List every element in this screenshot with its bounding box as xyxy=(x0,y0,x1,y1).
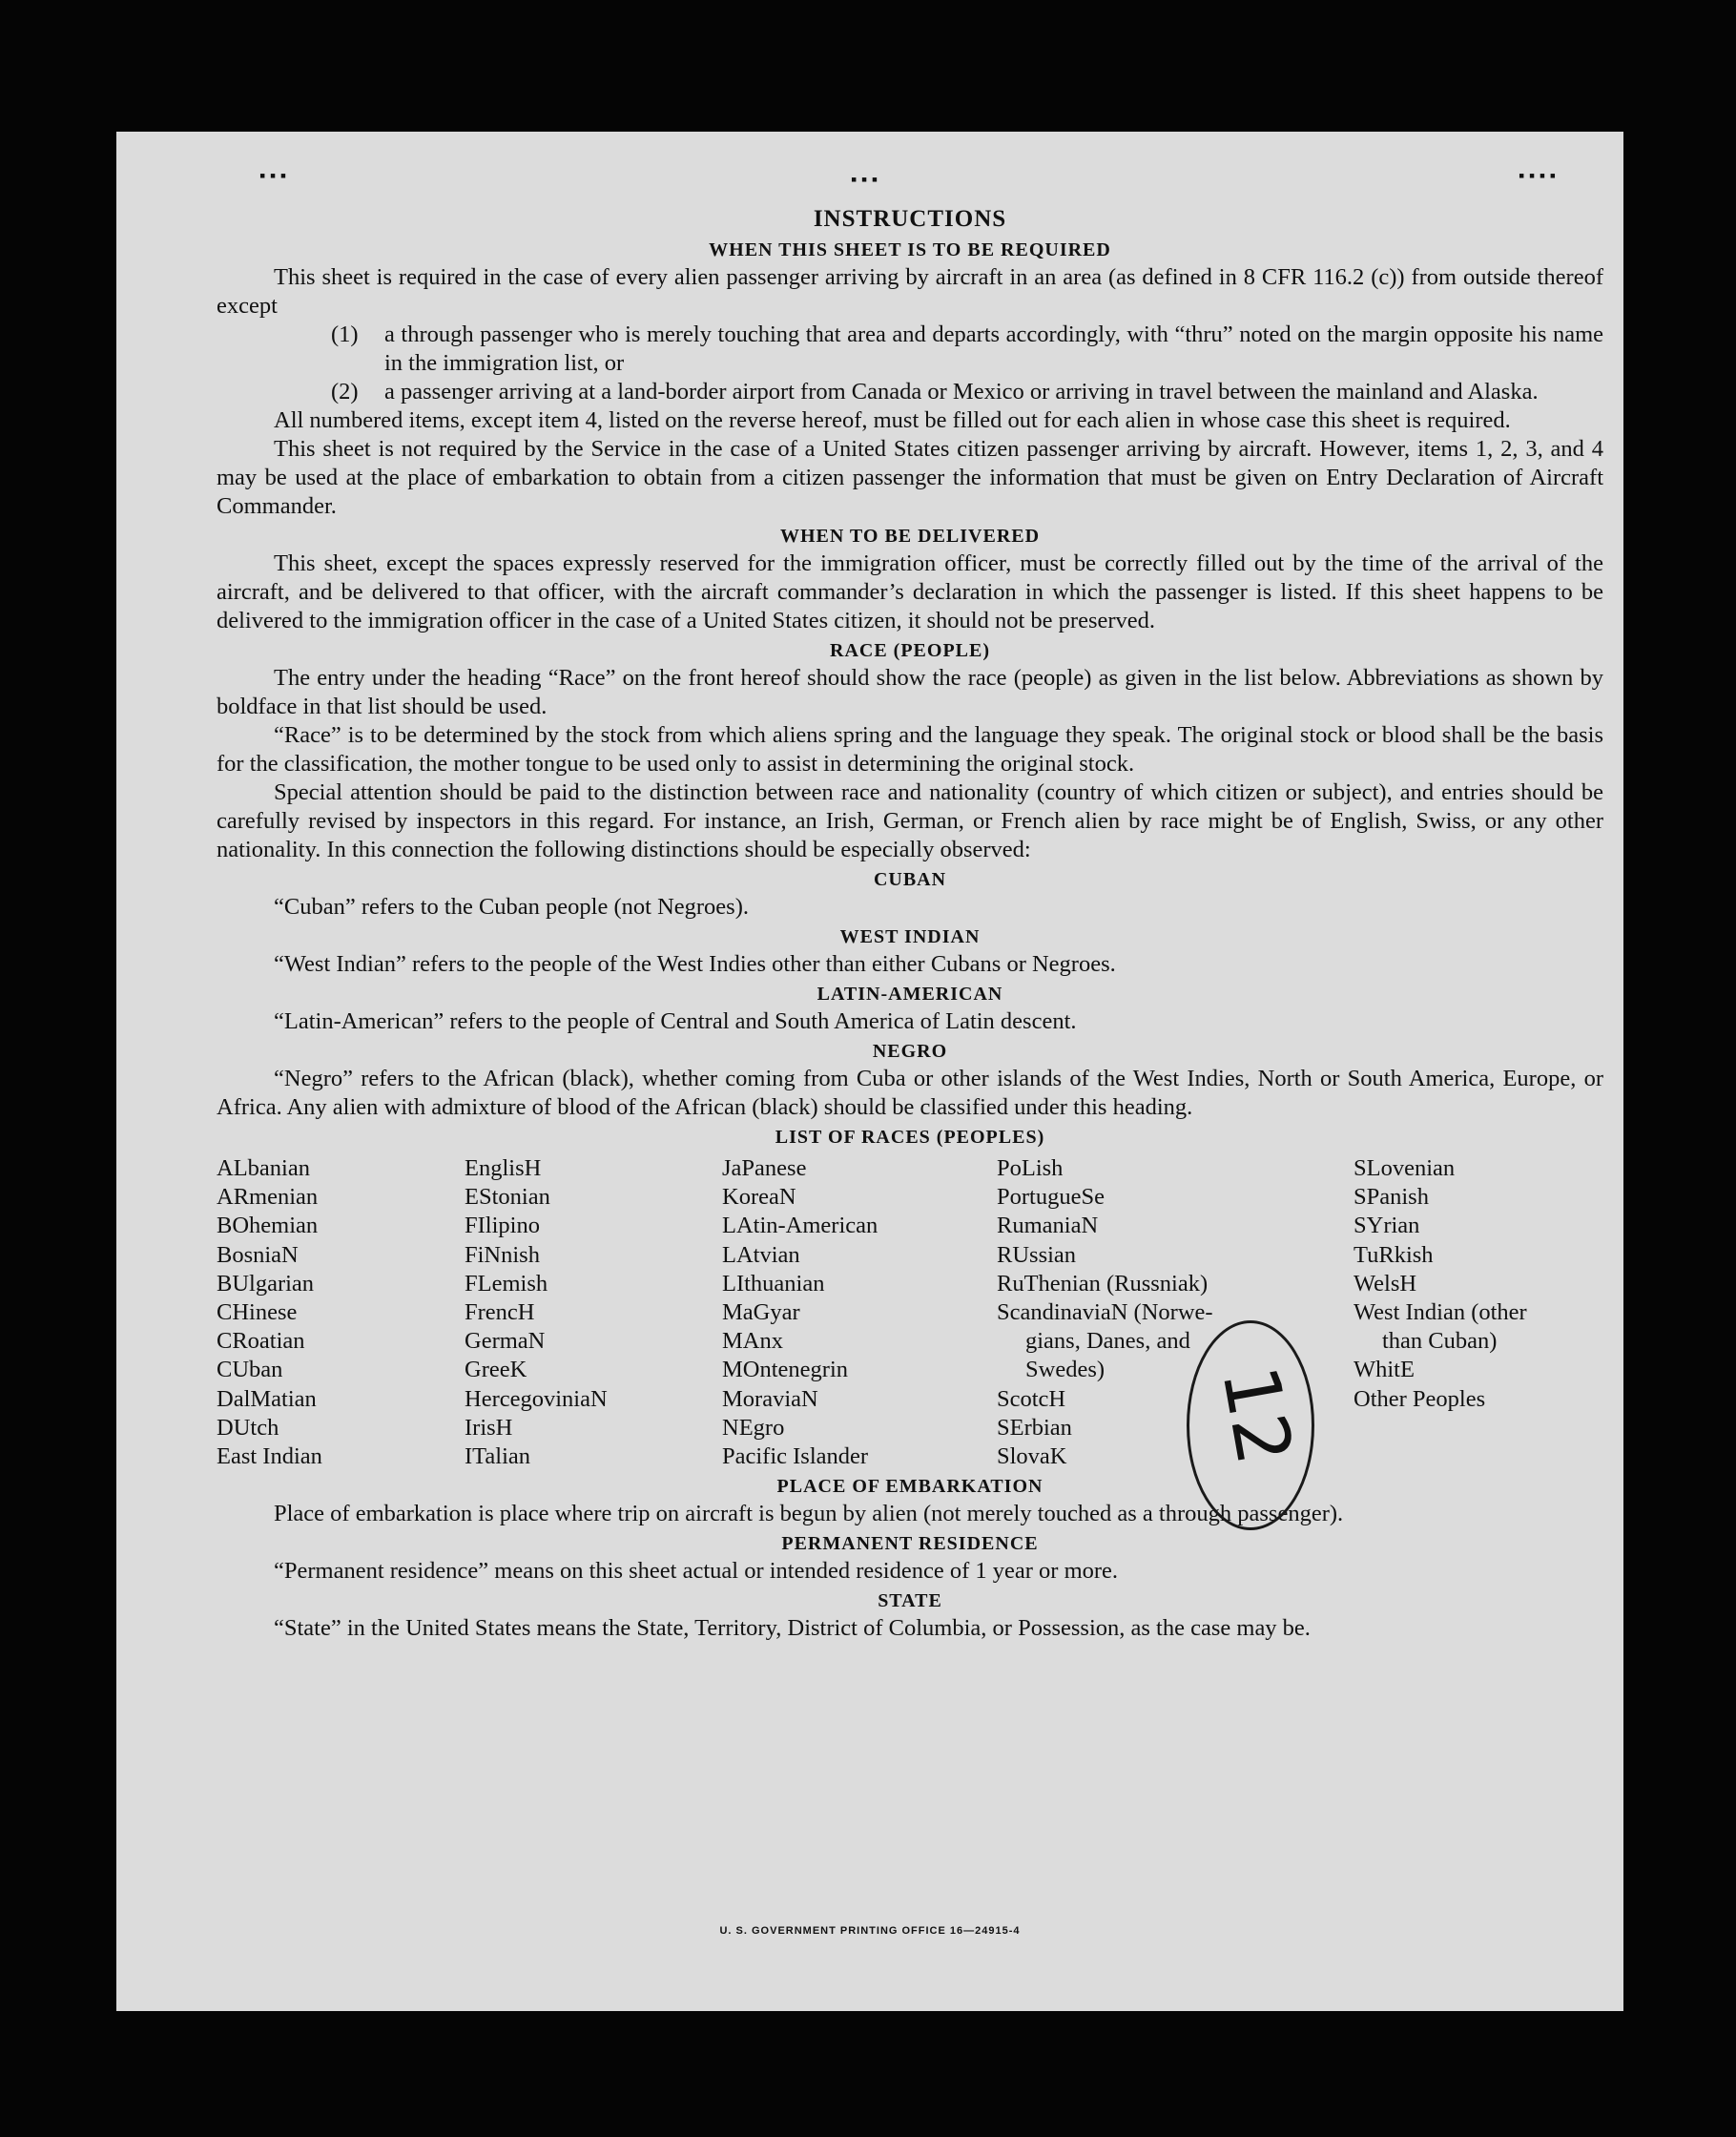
print-speck: ▪ ▪ ▪ ▪ xyxy=(1519,166,1557,185)
race-entry: WelsH xyxy=(1354,1270,1417,1297)
print-speck: ▪ ▪ ▪ xyxy=(851,170,878,189)
race-entry: CUban xyxy=(217,1357,283,1383)
race-entry: BUlgarian xyxy=(217,1270,315,1297)
race-entry: LAtin-American xyxy=(722,1213,878,1239)
race-entry: CHinese xyxy=(217,1299,298,1326)
race-entry: HercegoviniaN xyxy=(465,1385,608,1412)
paragraph: This sheet is not required by the Service in the case of a United States citizen passenger arriving by aircraft. However, items 1, 2, 3, and 4 may be used at the place of embarkation to obtain from a citizen passenger the information that must be given on Entry Declaration of Aircraft Commander. xyxy=(217,436,1603,519)
section-heading: STATE xyxy=(878,1590,942,1612)
item-number: (1) xyxy=(331,322,359,347)
race-entry: CRoatian xyxy=(217,1328,305,1355)
race-entry: SErbian xyxy=(997,1414,1072,1441)
race-entry: PoLish xyxy=(997,1155,1064,1181)
race-entry: SPanish xyxy=(1354,1184,1429,1211)
race-column-2 xyxy=(465,1154,722,1471)
race-entry: LIthuanian xyxy=(722,1270,825,1297)
race-list xyxy=(217,1154,1603,1471)
paragraph: This sheet is required in the case of every alien passenger arriving by aircraft in an area (as defined in 8 CFR 116.2 (c)) from outside thereof except xyxy=(217,264,1603,319)
race-entry: PortugueSe xyxy=(997,1184,1105,1211)
race-entry: GermaN xyxy=(465,1328,546,1355)
paragraph: “Race” is to be determined by the stock from which aliens spring and the language they speak. The original stock or blood shall be the basis for the classification, the mother tongue to be used only to assist in determining the original stock. xyxy=(217,722,1603,777)
paragraph: Special attention should be paid to the distinction between race and nationality (country of which citizen or subject), and entries should be carefully revised by inspectors in this regard. For instance, an Irish, German, or French alien by race might be of English, Swiss, or any other nationality. In this connection the following distinctions should be especially observed: xyxy=(217,779,1603,862)
race-entry: EnglisH xyxy=(465,1155,542,1181)
race-entry: Pacific Islander xyxy=(722,1443,869,1470)
race-entry: JaPanese xyxy=(722,1155,807,1181)
section-heading: RACE (PEOPLE) xyxy=(830,640,990,661)
numbered-item xyxy=(331,378,1603,406)
race-entry: West Indian (other xyxy=(1354,1299,1527,1326)
race-entry: BOhemian xyxy=(217,1213,319,1239)
race-entry: GreeK xyxy=(465,1357,527,1383)
race-entry: MoraviaN xyxy=(722,1385,818,1412)
race-entry: ScotcH xyxy=(997,1385,1066,1412)
race-entry: DalMatian xyxy=(217,1385,317,1412)
race-entry: ARmenian xyxy=(217,1184,319,1211)
numbered-item xyxy=(331,321,1603,378)
race-entry: SYrian xyxy=(1354,1213,1420,1239)
handwritten-number: 12 xyxy=(1205,1359,1310,1471)
section-heading: LIST OF RACES (PEOPLES) xyxy=(775,1127,1045,1148)
paragraph: The entry under the heading “Race” on the front hereof should show the race (people) as given in the list below. Abbreviations as shown by boldface in that list should be used. xyxy=(217,665,1603,719)
section-heading: PERMANENT RESIDENCE xyxy=(781,1533,1039,1555)
race-entry: FLemish xyxy=(465,1270,548,1297)
instructions-content xyxy=(217,204,1603,1643)
race-entry: WhitE xyxy=(1354,1357,1415,1383)
printing-office-footer: U. S. GOVERNMENT PRINTING OFFICE 16—24915-4 xyxy=(719,1925,1021,1937)
race-entry: Other Peoples xyxy=(1354,1385,1486,1412)
section-heading: WHEN THIS SHEET IS TO BE REQUIRED xyxy=(709,239,1111,260)
race-entry: TuRkish xyxy=(1354,1241,1434,1268)
race-entry: SLovenian xyxy=(1354,1155,1456,1181)
paragraph: “Negro” refers to the African (black), whether coming from Cuba or other islands of the West Indies, North or South America, Europe, or Africa. Any alien with admixture of blood of the African (black) should be classified under this heading. xyxy=(217,1066,1603,1120)
document-sheet xyxy=(116,132,1623,2011)
race-entry: RUssian xyxy=(997,1241,1077,1268)
race-entry: SlovaK xyxy=(997,1443,1067,1470)
race-entry-continuation: Swedes) xyxy=(1025,1357,1106,1383)
race-entry: DUtch xyxy=(217,1414,279,1441)
section-heading: NEGRO xyxy=(872,1041,948,1062)
section-heading: WHEN TO BE DELIVERED xyxy=(779,526,1041,547)
race-entry: NEgro xyxy=(722,1414,785,1441)
race-entry: KoreaN xyxy=(722,1184,796,1211)
section-heading: LATIN-AMERICAN xyxy=(816,984,1003,1005)
race-entry: ScandinaviaN (Norwe- xyxy=(997,1299,1213,1326)
race-entry: ITalian xyxy=(465,1443,531,1470)
paragraph: “West Indian” refers to the people of the West Indies other than either Cubans or Negroes. xyxy=(274,951,1116,977)
race-entry-continuation: than Cuban) xyxy=(1382,1328,1498,1355)
race-entry: RumaniaN xyxy=(997,1213,1099,1239)
paragraph: Place of embarkation is place where trip on aircraft is begun by alien (not merely touched as a through passenger). xyxy=(274,1501,1344,1527)
race-entry: ALbanian xyxy=(217,1155,310,1181)
race-entry: MOntenegrin xyxy=(722,1357,848,1383)
item-text: a through passenger who is merely touching that area and departs accordingly, with “thru” noted on the margin opposite his name in the immigration list, or xyxy=(384,322,1603,376)
race-entry: MaGyar xyxy=(722,1299,800,1326)
item-text: a passenger arriving at a land-border airport from Canada or Mexico or arriving in travel between the mainland and Alaska. xyxy=(384,379,1539,405)
race-entry: FiNnish xyxy=(465,1241,540,1268)
paragraph: “Permanent residence” means on this sheet actual or intended residence of 1 year or more. xyxy=(274,1558,1119,1585)
race-column-3 xyxy=(722,1154,997,1471)
print-speck: ▪ ▪ ▪ xyxy=(259,166,287,185)
page-title: INSTRUCTIONS xyxy=(813,206,1007,232)
race-entry: East Indian xyxy=(217,1443,322,1470)
race-entry: LAtvian xyxy=(722,1241,800,1268)
race-entry-continuation: gians, Danes, and xyxy=(1025,1328,1190,1355)
race-entry: FIlipino xyxy=(465,1213,540,1239)
race-entry: MAnx xyxy=(722,1328,783,1355)
section-heading: WEST INDIAN xyxy=(839,926,981,947)
item-number: (2) xyxy=(331,379,359,405)
race-entry: EStonian xyxy=(465,1184,550,1211)
paragraph: “Cuban” refers to the Cuban people (not Negroes). xyxy=(274,894,749,920)
handwritten-circle xyxy=(1187,1320,1314,1530)
section-heading: CUBAN xyxy=(873,869,947,890)
race-column-1 xyxy=(217,1154,465,1471)
paragraph: “Latin-American” refers to the people of Central and South America of Latin descent. xyxy=(274,1008,1077,1034)
race-entry: FrencH xyxy=(465,1299,535,1326)
race-column-5 xyxy=(1354,1154,1603,1471)
race-entry: IrisH xyxy=(465,1414,513,1441)
paragraph: All numbered items, except item 4, listed on the reverse hereof, must be filled out for each alien in whose case this sheet is required. xyxy=(274,407,1511,433)
section-heading: PLACE OF EMBARKATION xyxy=(776,1476,1044,1498)
paragraph: This sheet, except the spaces expressly reserved for the immigration officer, must be correctly filled out by the time of the arrival of the aircraft, and be delivered to that officer, with the aircraft commander’s declaration in which the passenger is listed. If this sheet happens to be delivered to the immigration officer in the case of a United States citizen, it should not be preserved. xyxy=(217,550,1603,633)
race-entry: BosniaN xyxy=(217,1241,299,1268)
race-entry: RuThenian (Russniak) xyxy=(997,1270,1209,1297)
paragraph: “State” in the United States means the State, Territory, District of Columbia, or Possession, as the case may be. xyxy=(274,1615,1311,1642)
